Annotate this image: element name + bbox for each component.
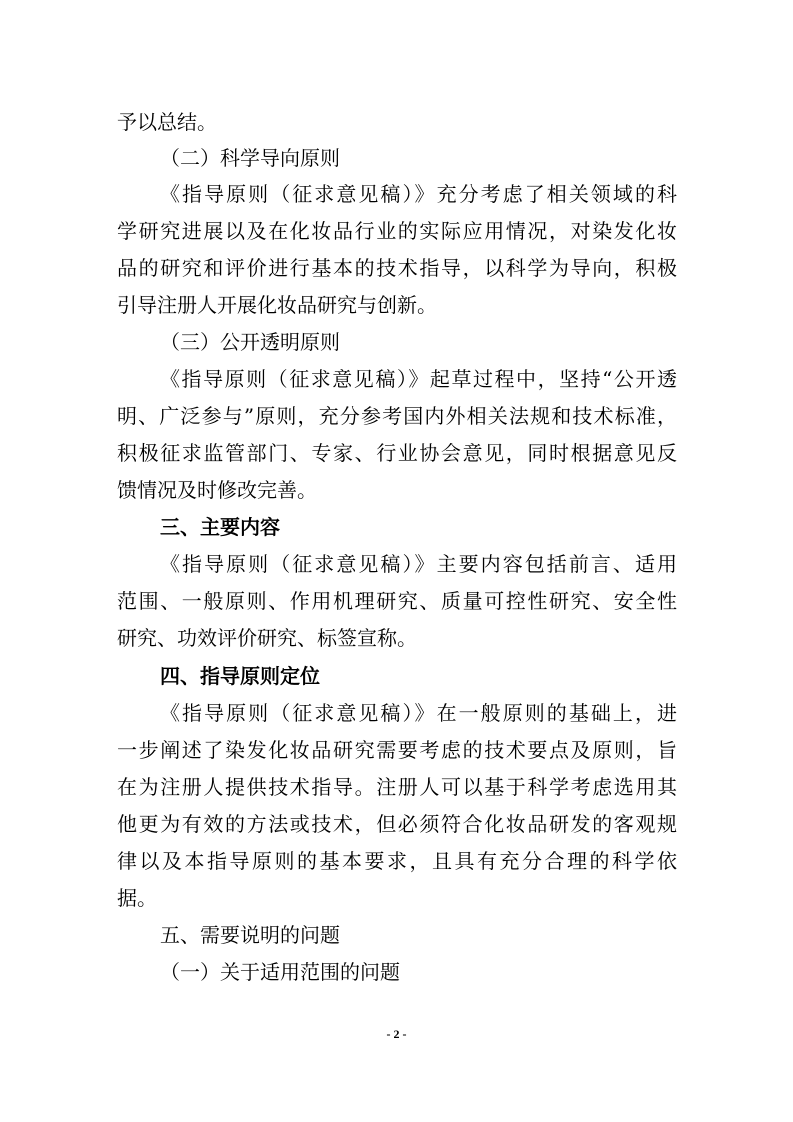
paragraph-line: 积极征求监管部门、专家、行业协会意见，同时根据意见反 <box>117 441 677 465</box>
paragraph-line: 《指导原则（征求意见稿）》起草过程中，坚持“公开透 <box>160 367 677 391</box>
subsection-heading: （一）关于适用范围的问题 <box>160 960 400 984</box>
subsection-heading: （三）公开透明原则 <box>160 330 340 354</box>
paragraph-line: 他更为有效的方法或技术，但必须符合化妆品研发的客观规 <box>117 812 677 836</box>
paragraph-line: 馈情况及时修改完善。 <box>117 478 317 502</box>
paragraph-line: 明、广泛参与”原则，充分参考国内外相关法规和技术标准， <box>117 404 677 428</box>
paragraph-line: 在为注册人提供技术指导。注册人可以基于科学考虑选用其 <box>117 775 677 799</box>
paragraph-line: 引导注册人开展化妆品研究与创新。 <box>117 293 437 317</box>
paragraph-line: 据。 <box>117 886 157 910</box>
subsection-heading: （二）科学导向原则 <box>160 146 340 170</box>
paragraph-line: 学研究进展以及在化妆品行业的实际应用情况，对染发化妆 <box>117 219 677 243</box>
paragraph-line: 予以总结。 <box>117 110 217 134</box>
section-heading: 三、主要内容 <box>160 515 280 539</box>
paragraph-line: 《指导原则（征求意见稿）》充分考虑了相关领域的科 <box>160 182 677 206</box>
paragraph-line: 《指导原则（征求意见稿）》在一般原则的基础上，进 <box>160 701 677 725</box>
paragraph-line: 《指导原则（征求意见稿）》主要内容包括前言、适用 <box>160 552 677 576</box>
page-number: - 2 - <box>386 1027 407 1041</box>
section-heading: 五、需要说明的问题 <box>160 923 340 947</box>
section-heading: 四、指导原则定位 <box>160 664 320 688</box>
paragraph-line: 律以及本指导原则的基本要求，且具有充分合理的科学依 <box>117 849 677 873</box>
paragraph-line: 研究、功效评价研究、标签宣称。 <box>117 626 417 650</box>
paragraph-line: 一步阐述了染发化妆品研究需要考虑的技术要点及原则，旨 <box>117 738 677 762</box>
paragraph-line: 品的研究和评价进行基本的技术指导，以科学为导向，积极 <box>117 256 677 280</box>
paragraph-line: 范围、一般原则、作用机理研究、质量可控性研究、安全性 <box>117 589 677 613</box>
